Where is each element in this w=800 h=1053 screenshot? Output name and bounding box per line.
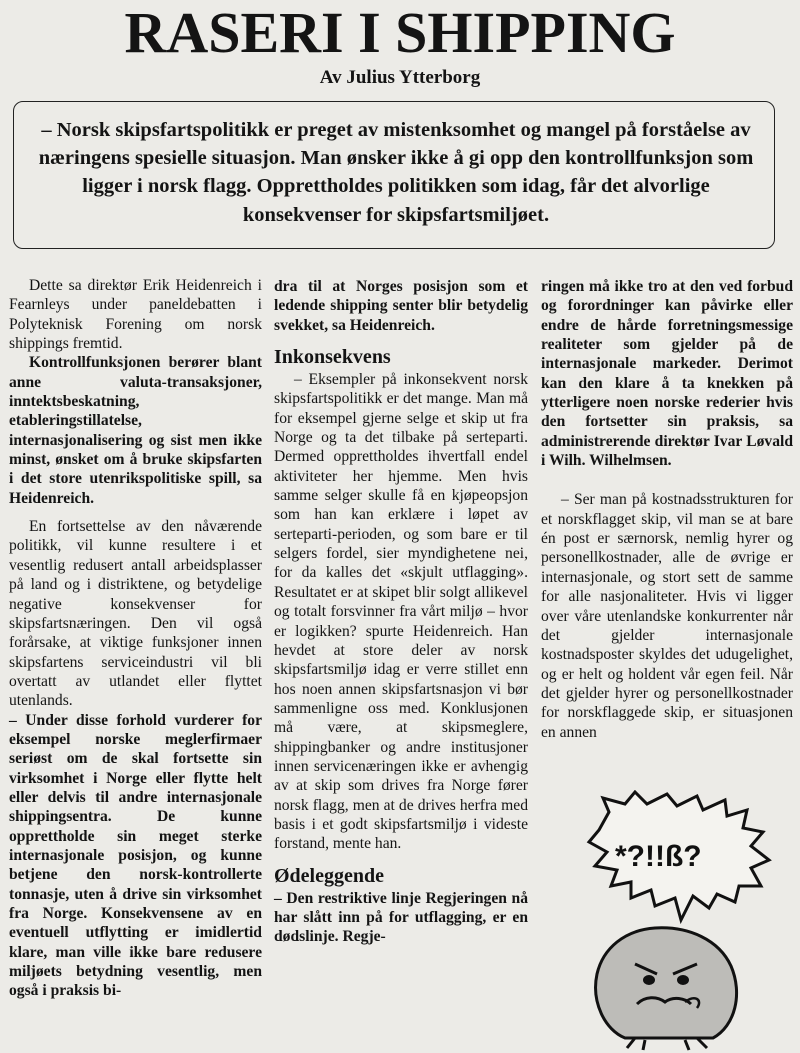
paragraph-bold: – Under disse forhold vurderer for eksempel norske meglerfirmaer seriøst om de skal fortsette sin virksomhet i Norge eller flytte helt eller delvis til andre internasjonale shippingsentra. De kunne opprettholde sin meget sterke internasjonale posisjon, og kunne betjene den norsk-kontrollerte tonnasje, uten å drive sin virksomhet fra Norge. Konsekvensene av en eventuell utflytting er imidlertid klare, man ville ikke bare redusere miljøets betydning vesentlig, men også i praksis bi- (9, 711, 262, 1000)
article-column-2 (274, 277, 528, 947)
paragraph-bold: – Den restriktive linje Regjeringen nå har slått inn på for utflagging, er en dødslinje. Regje- (274, 889, 528, 946)
byline: Av Julius Ytterborg (319, 67, 481, 88)
grumpy-character-icon (596, 928, 737, 1050)
article-column-1 (9, 276, 262, 1001)
paragraph-bold: Kontrollfunksjonen berører blant anne valuta-transaksjoner, inntektsbeskatning, etableringstillatelse, internasjonalisering og sist men ikke minst, ønsket om å bruke skipsfarten i det store utenrikspolitiske spill, sa Heidenreich. (9, 354, 262, 507)
subheading-inkonsekvens: Inkonsekvens (274, 346, 391, 369)
subheading-odeleggende: Ødeleggende (274, 864, 384, 887)
paragraph: – Eksempler på inkonsekvent norsk skipsfartspolitikk er det mange. Man må for eksempel gjerne selge et skip ut fra Norge og ta det tilbake på serteparti. Dermed opprettholdes ihvertfall endel aktiviteter her hjemme. Men hvis samme selger skulle få en kjøpeopsjon som han kan erklære i løpet av serteparti-perioden, og som bare er til selgers fordel, sier myndighetene nei, for da kalles det «skjult utflagging». Resultatet er at skipet blir solgt allikevel og totalt forsvinner fra vårt miljø – hvor er logikken? spurte Heidenreich. Han hevdet at store deler av norsk skipsfartsmiljø idag er verre stillet enn hos noen annen skipsfartsnasjon vi bør sammenligne oss med. Konklusjonen må være, at skipsmeglere, shippingbanker og andre institusjoner innen servicenæringen ikke er avhengig av at skip som drives fra Norge fører norsk flagg, men at de drives herfra med basis i et godt skipsfartsmiljø i videste forstand, mente han. (274, 371, 528, 853)
cartoon-illustration (585, 790, 790, 1052)
paragraph: – Ser man på kostnadsstrukturen for et norskflagget skip, vil man se at bare én post er særnorsk, nemlig hyrer og personellkostnader, alle de øvrige er internasjonale, og stort sett de samme for alle nasjonaliteter. Hvis vi ligger over våre utenlandske konkurrenter når det gjelder internasjonale kostnadsposter skyldes det udugelighet, og er helt og holdent vår egen feil. Når det gjelder hyrer og personellkostnader for norskflaggede skip, er situasjonen en annen (541, 491, 793, 741)
headline: RASERI I SHIPPING (124, 0, 676, 65)
bubble-text: *?!!ß? (615, 840, 702, 873)
paragraph: En fortsettelse av den nåværende politikk, vil kunne resultere i et vesentlig redusert antall arbeidsplasser på land og i distriktene, og betydelige negative konsekvenser for skipsfartsnæringen. Den vil også forårsake, at viktige funksjoner innen skipsfartens serviceindustri vil bli overtatt av utlandet eller flyttet utenlands. (9, 518, 262, 710)
paragraph-bold: ringen må ikke tro at den ved forbud og forordninger kan påvirke eller endre de hårde forretningsmessige realiteter som gjelder på de internasjonale markeder. Derimot kan den klare å ta knekken på ytterligere noen norske rederier hvis den fortsetter sin praksis, sa administrerende direktør Ivar Løvald i Wilh. Wilhelmsen. (541, 278, 793, 470)
paragraph: Dette sa direktør Erik Heidenreich i Fearnleys under paneldebatten i Polyteknisk Forening om norsk shippings fremtid. (9, 277, 262, 353)
lede-text: – Norsk skipsfartspolitikk er preget av mistenksomhet og mangel på forståelse av næringens spesielle situasjon. Man ønsker ikke å gi opp den kontrollfunksjon som ligger i norsk flagg. Opprettholdes politikken som idag, får det alvorlige konsekvenser for skipsfartsmiljøet. (38, 119, 754, 226)
lede-box (13, 101, 775, 249)
paragraph-bold: dra til at Norges posisjon som et ledende shipping senter blir betydelig svekket, sa Heidenreich. (274, 278, 528, 334)
article-column-3 (541, 277, 793, 742)
speech-bubble-icon (589, 792, 769, 920)
